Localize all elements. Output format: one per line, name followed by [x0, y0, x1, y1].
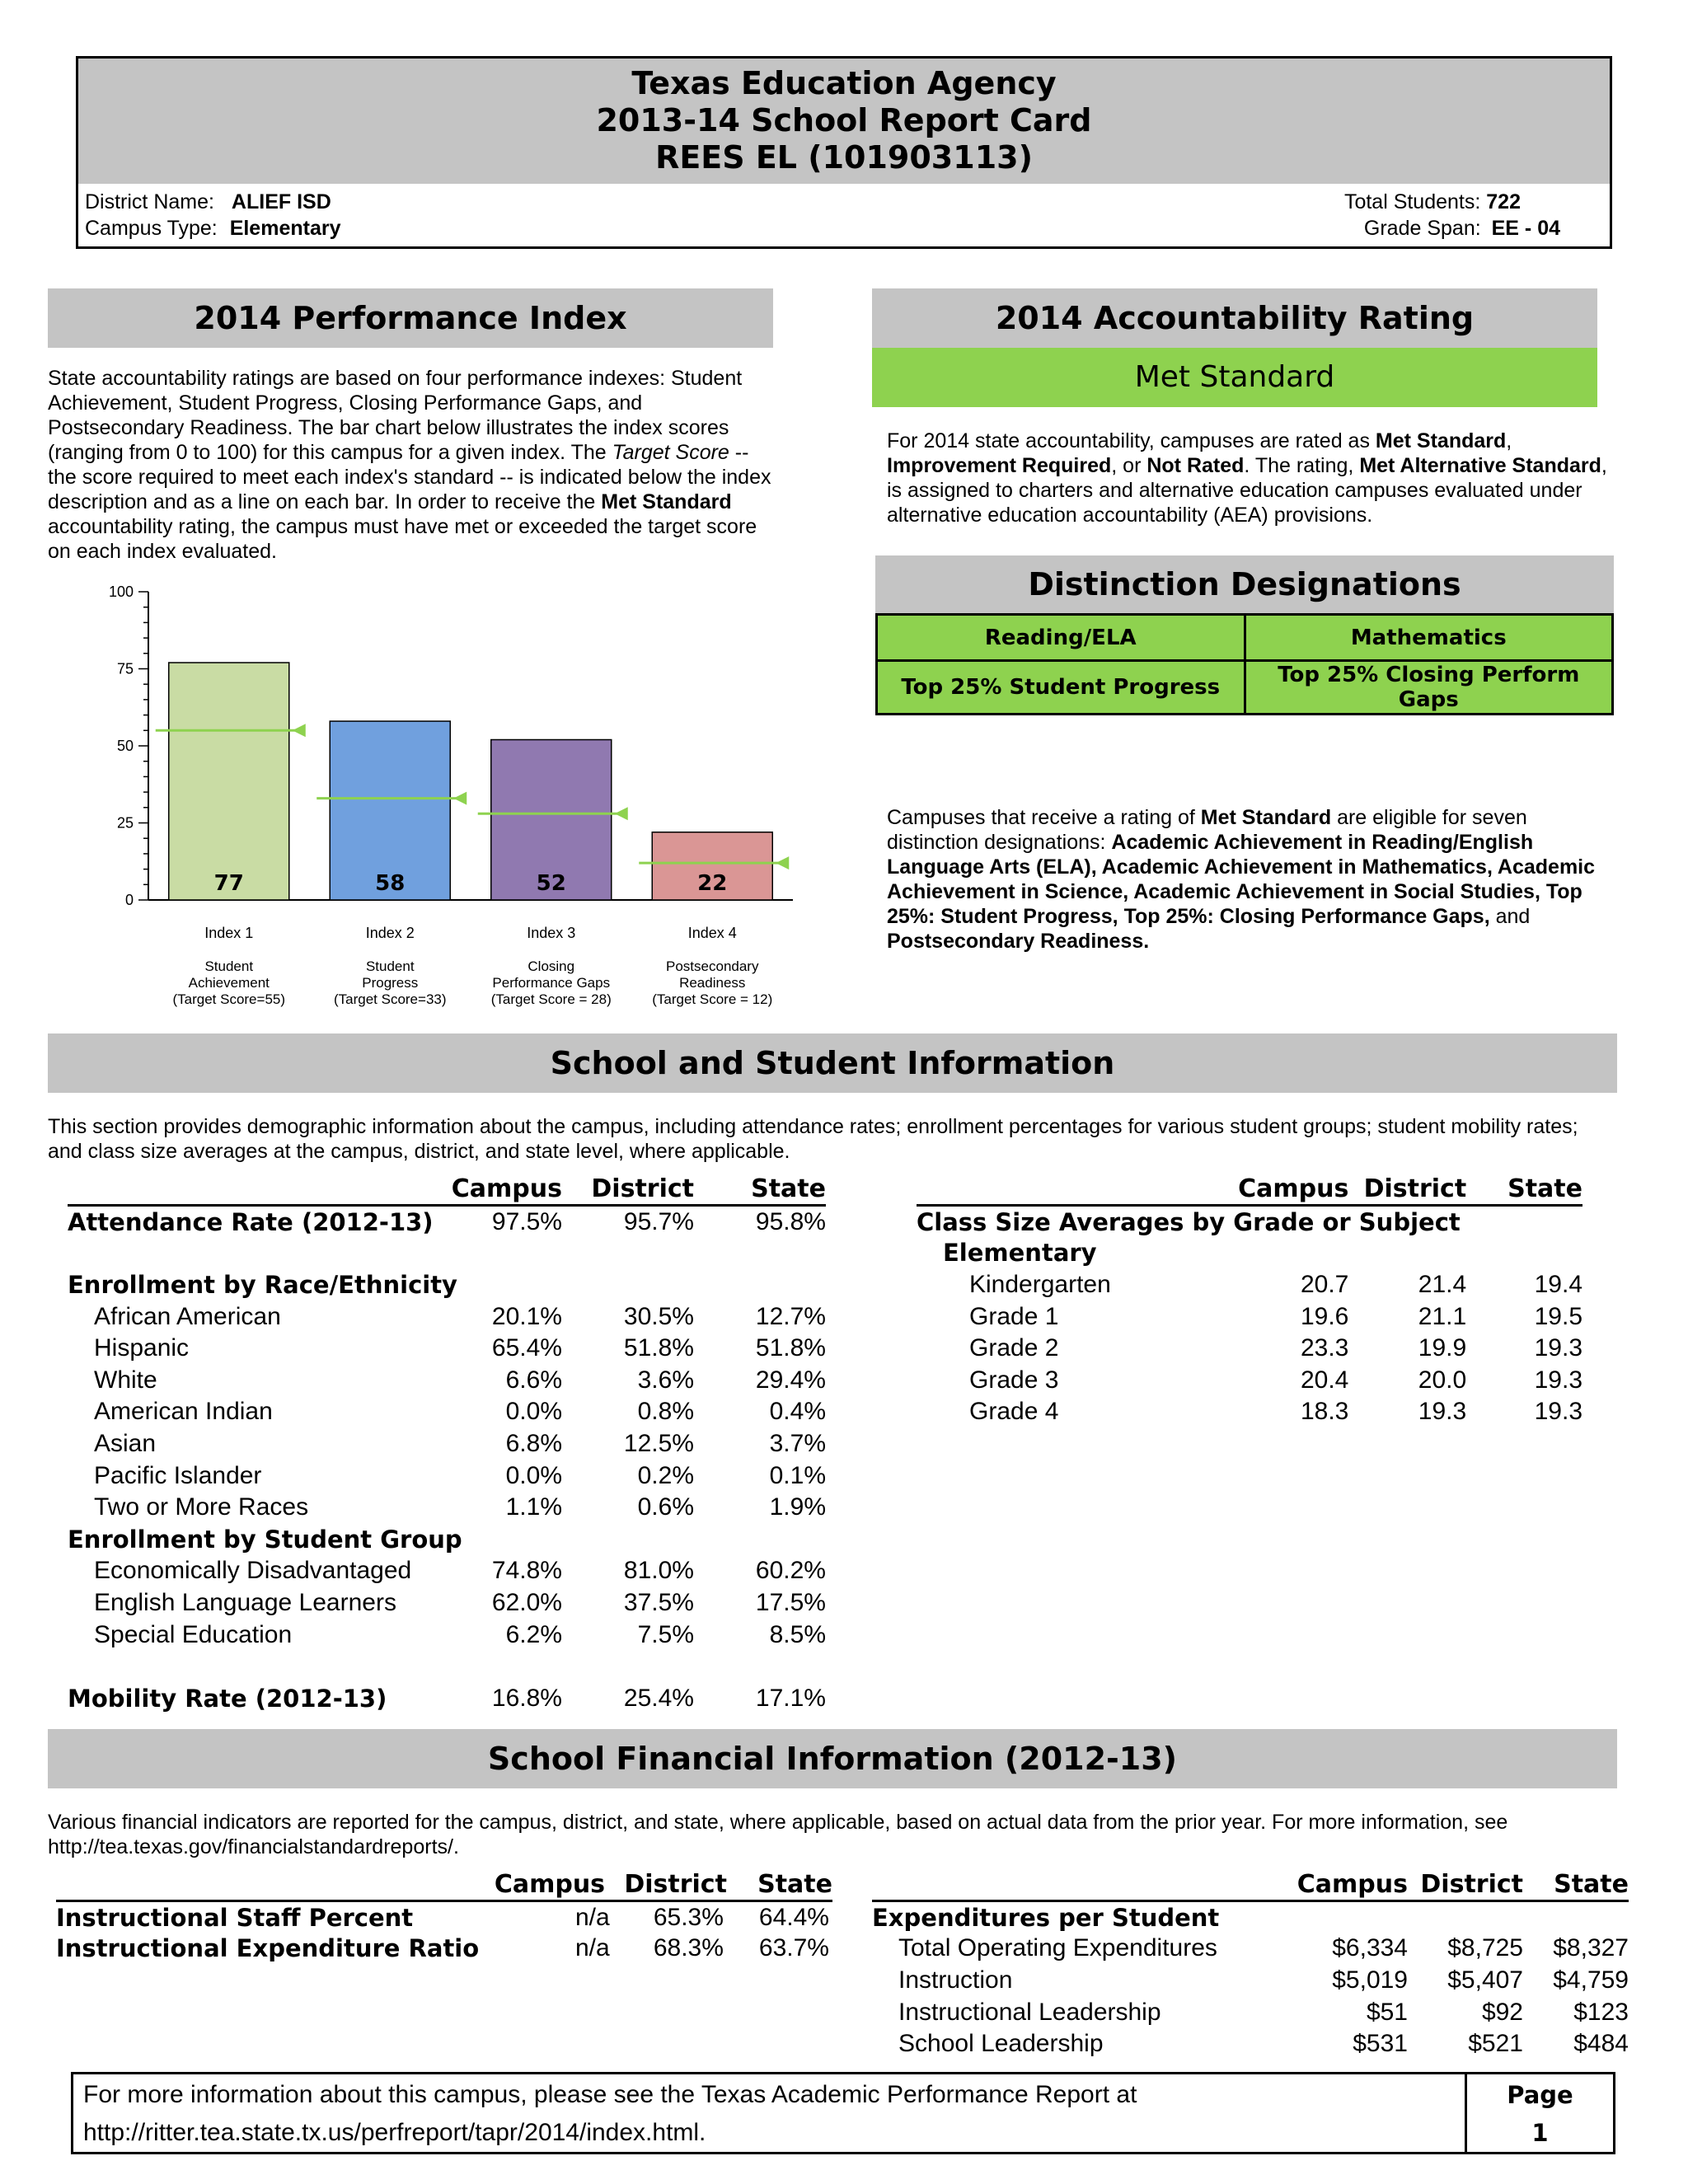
class-size-row-district: 19.9 — [1418, 1334, 1467, 1362]
attendance-campus: 97.5% — [491, 1207, 562, 1235]
students-label: Total Students: — [1343, 190, 1481, 213]
report-title: 2013-14 School Report Card — [596, 102, 1092, 138]
financial-row-label: Instructional Staff Percent — [56, 1903, 414, 1932]
acc-bold-1: Met Standard — [1375, 429, 1507, 452]
class-size-row — [917, 1333, 1582, 1365]
group-row-district: 81.0% — [623, 1557, 694, 1585]
class-size-table — [917, 1174, 1582, 1428]
financial-table — [56, 1869, 832, 1965]
category-description: Achievement — [188, 975, 270, 991]
grade-label: Grade Span: — [1363, 217, 1481, 240]
mobility-state: 17.1% — [755, 1684, 826, 1712]
distinction-val-math: Top 25% Closing Perform Gaps — [1245, 661, 1613, 715]
expenditure-row — [872, 2028, 1629, 2060]
footer-text: For more information about this campus, please see the Texas Academic Performance Report at — [83, 2081, 1137, 2108]
financial-row-campus: n/a — [574, 1903, 610, 1931]
expenditure-row — [872, 1933, 1629, 1965]
exp-col-district: District — [1408, 1869, 1523, 1901]
fin-col-campus: Campus — [486, 1869, 612, 1901]
class-size-rows — [917, 1269, 1582, 1428]
acc-text-5: , is assigned to charters and alternative education campuses evaluated under alternative education accountability (AEA) provisions. — [887, 454, 1607, 527]
class-size-row-campus: 20.4 — [1300, 1366, 1349, 1394]
class-size-row-state: 19.3 — [1534, 1334, 1582, 1362]
y-tick-label: 25 — [116, 814, 134, 832]
race-row-label: Asian — [94, 1430, 157, 1458]
race-row-state: 29.4% — [755, 1366, 826, 1394]
distinction-col-reading: Reading/ELA — [877, 615, 1245, 661]
category-description: Closing — [528, 958, 575, 974]
expenditure-row-state: $4,759 — [1553, 1966, 1629, 1994]
target-marker — [453, 792, 467, 805]
financial-row — [56, 1933, 832, 1965]
race-row — [68, 1396, 826, 1428]
exp-col-campus: Campus — [1284, 1869, 1408, 1901]
race-row-state: 1.9% — [769, 1493, 826, 1521]
acc-text-2: , — [1506, 429, 1512, 452]
class-size-title: Class Size Averages by Grade or Subject — [917, 1207, 1461, 1236]
race-row-district: 0.2% — [637, 1461, 694, 1489]
race-row-state: 51.8% — [755, 1334, 826, 1362]
category-description: Student — [365, 958, 415, 974]
group-row-campus: 74.8% — [491, 1557, 562, 1585]
group-row-district: 7.5% — [637, 1620, 694, 1648]
attendance-label: Attendance Rate (2012-13) — [68, 1207, 434, 1236]
class-size-row — [917, 1365, 1582, 1397]
y-tick-label: 0 — [124, 892, 134, 908]
expenditure-row-district: $8,725 — [1447, 1934, 1523, 1962]
page-label: Page — [1507, 2081, 1573, 2109]
race-title-row — [68, 1269, 826, 1301]
bar-value-label: 52 — [536, 871, 566, 896]
expenditure-row-district: $5,407 — [1447, 1966, 1523, 1994]
y-tick-label: 75 — [116, 660, 134, 677]
campus-type-value: Elementary — [229, 217, 341, 240]
race-row-district: 51.8% — [623, 1334, 694, 1362]
expenditure-table — [872, 1869, 1629, 2060]
race-row-campus: 1.1% — [505, 1493, 562, 1521]
class-size-row-label: Grade 3 — [969, 1366, 1059, 1394]
class-size-sub-row — [917, 1237, 1582, 1269]
expenditure-title-row — [872, 1901, 1629, 1933]
class-size-row-district: 21.1 — [1418, 1302, 1467, 1330]
category-label: Index 3 — [527, 925, 576, 941]
group-row-campus: 62.0% — [491, 1589, 562, 1617]
col-state: State — [694, 1174, 826, 1206]
bar-value-label: 58 — [375, 871, 406, 896]
category-description: Student — [204, 958, 254, 974]
group-row-state: 60.2% — [755, 1557, 826, 1585]
race-rows — [68, 1301, 826, 1523]
category-description: Postsecondary — [666, 958, 759, 974]
footer — [71, 2072, 1615, 2154]
class-size-row-campus: 18.3 — [1300, 1398, 1349, 1426]
race-row-label: Two or More Races — [94, 1493, 309, 1521]
class-size-row-campus: 19.6 — [1300, 1302, 1349, 1330]
acc-bold-3: Not Rated — [1146, 454, 1245, 477]
expenditure-row-campus: $51 — [1366, 1998, 1408, 2026]
mobility-row — [68, 1683, 826, 1715]
acc-text-3: , or — [1111, 454, 1142, 477]
race-row-campus: 0.0% — [505, 1461, 562, 1489]
expenditure-header — [872, 1869, 1629, 1901]
grade-value: EE - 04 — [1491, 217, 1560, 240]
accountability-title: 2014 Accountability Rating — [872, 288, 1597, 348]
expenditure-row-campus: $6,334 — [1332, 1934, 1408, 1962]
category-label: Index 4 — [687, 925, 737, 941]
race-row-district: 0.6% — [637, 1493, 694, 1521]
race-row-state: 0.1% — [769, 1461, 826, 1489]
class-size-row-state: 19.3 — [1534, 1366, 1582, 1394]
distinction-table — [875, 613, 1614, 715]
race-row — [68, 1301, 826, 1333]
distinction-header-row — [877, 615, 1613, 661]
school-info-title: School and Student Information — [48, 1033, 1617, 1093]
class-size-row-label: Grade 1 — [969, 1302, 1059, 1330]
category-description: Performance Gaps — [492, 975, 611, 991]
race-row-campus: 20.1% — [491, 1302, 562, 1330]
class-size-row-campus: 23.3 — [1300, 1334, 1349, 1362]
dist-bold-2: Academic Achievement in Reading/English Language Arts (ELA), Academic Achievement in Mathematics, Academic Achievement in Science, Academic Achievement in Social Studies, Top 25%: Student Progress, Top 25%: Closing Performance Gaps, — [887, 831, 1596, 928]
class-size-row-campus: 20.7 — [1300, 1271, 1349, 1299]
rating-badge: Met Standard — [872, 348, 1597, 407]
group-row-label: English Language Learners — [94, 1589, 396, 1617]
student-table — [68, 1174, 826, 1714]
district-info — [85, 189, 340, 241]
perf-met-term: Met Standard — [601, 490, 732, 513]
col-district: District — [562, 1174, 694, 1206]
student-table-header — [68, 1174, 826, 1206]
race-row — [68, 1428, 826, 1460]
race-row — [68, 1365, 826, 1397]
expenditure-row-district: $92 — [1481, 1998, 1523, 2026]
category-description: Readiness — [679, 975, 746, 991]
financial-row-campus: n/a — [574, 1934, 610, 1962]
race-row-state: 3.7% — [769, 1430, 826, 1458]
target-marker — [776, 856, 789, 869]
perf-text-2: -- the score required to meet each index's standard -- is indicated below the index description and as a line on each bar. In order to receive the — [48, 441, 771, 513]
exp-col-state: State — [1523, 1869, 1629, 1901]
school-info-intro: This section provides demographic information about the campus, including attendance rates; enrollment percentages for various student groups; student mobility rates; and class size averages at the campus, district, and state level, where applicable. — [48, 1115, 1578, 1163]
class-size-row — [917, 1269, 1582, 1301]
group-row — [68, 1587, 826, 1619]
page-number: 1 — [1531, 2119, 1549, 2147]
expenditure-row-label: Total Operating Expenditures — [898, 1934, 1217, 1962]
performance-index-title: 2014 Performance Index — [48, 288, 773, 348]
distinction-value-row — [877, 661, 1613, 715]
col-campus: Campus — [447, 1174, 562, 1206]
expenditure-row-campus: $531 — [1353, 2030, 1408, 2058]
class-size-row-state: 19.5 — [1534, 1302, 1582, 1330]
cs-col-state: State — [1466, 1174, 1582, 1206]
class-size-row-district: 21.4 — [1418, 1271, 1467, 1299]
group-row-label: Special Education — [94, 1620, 293, 1648]
race-row-campus: 0.0% — [505, 1398, 562, 1426]
accountability-description — [887, 429, 1620, 527]
category-description: (Target Score = 28) — [490, 991, 612, 1007]
group-title-row — [68, 1524, 826, 1556]
perf-text-1: State accountability ratings are based on four performance indexes: Student Achievement, Student Progress, Closing Performance Gaps, and Postsecondary Readiness. The bar chart below illustrates the index scores (ranging from 0 to 100) for this campus for a given index. The — [48, 367, 743, 464]
category-description: Progress — [362, 975, 419, 991]
category-description: (Target Score = 12) — [652, 991, 773, 1007]
class-size-row-label: Grade 4 — [969, 1398, 1059, 1426]
race-row — [68, 1460, 826, 1492]
race-row-district: 3.6% — [637, 1366, 694, 1394]
mobility-label: Mobility Rate (2012-13) — [68, 1684, 387, 1713]
race-row-label: Pacific Islander — [94, 1461, 262, 1489]
expenditure-row — [872, 1996, 1629, 2028]
category-label: Index 1 — [204, 925, 254, 941]
perf-text-3: accountability rating, the campus must have met or exceeded the target score on each index evaluated. — [48, 515, 757, 563]
group-row-state: 8.5% — [769, 1620, 826, 1648]
district-label: District Name: — [85, 190, 214, 213]
attendance-district: 95.7% — [623, 1207, 694, 1235]
class-size-row-district: 19.3 — [1418, 1398, 1467, 1426]
group-rows — [68, 1555, 826, 1651]
financial-row-state: 63.7% — [758, 1934, 829, 1962]
class-size-row-label: Grade 2 — [969, 1334, 1059, 1362]
bar-value-label: 77 — [213, 871, 244, 896]
race-row-campus: 6.6% — [505, 1366, 562, 1394]
dist-bold-3: Postsecondary Readiness. — [887, 930, 1150, 953]
group-row — [68, 1619, 826, 1651]
financial-header — [56, 1869, 832, 1901]
acc-bold-4: Met Alternative Standard — [1359, 454, 1601, 477]
race-row-campus: 6.8% — [505, 1430, 562, 1458]
dist-text-2: are eligible for seven distinction designations: — [887, 806, 1527, 854]
distinction-title: Distinction Designations — [875, 555, 1614, 613]
race-row-campus: 65.4% — [491, 1334, 562, 1362]
cs-col-district: District — [1348, 1174, 1466, 1206]
campus-type-label: Campus Type: — [85, 217, 218, 240]
class-size-row-label: Kindergarten — [969, 1271, 1111, 1299]
distinction-col-math: Mathematics — [1245, 615, 1613, 661]
dist-text-3: and — [1495, 905, 1531, 928]
race-row-state: 0.4% — [769, 1398, 826, 1426]
financial-intro: Various financial indicators are reported for the campus, district, and state, where applicable, based on actual data from the prior year. For more information, see http://tea.texas.gov/financialstandardreports/. — [48, 1811, 1508, 1858]
group-title: Enrollment by Student Group — [68, 1525, 462, 1554]
attendance-row — [68, 1206, 826, 1238]
expenditure-row-campus: $5,019 — [1332, 1966, 1408, 1994]
fin-col-state: State — [727, 1869, 832, 1901]
report-header — [76, 56, 1612, 249]
expenditure-row-district: $521 — [1468, 2030, 1523, 2058]
class-size-row-state: 19.3 — [1534, 1398, 1582, 1426]
expenditure-rows — [872, 1933, 1629, 2060]
distinction-description — [887, 805, 1620, 954]
acc-bold-2: Improvement Required — [887, 454, 1112, 477]
page-indicator — [1465, 2074, 1613, 2152]
class-size-subtitle: Elementary — [943, 1239, 1097, 1268]
class-size-title-row — [917, 1206, 1582, 1238]
campus-title: REES EL (101903113) — [655, 139, 1033, 176]
student-info — [1344, 189, 1560, 241]
class-size-row — [917, 1301, 1582, 1333]
distinction-val-reading: Top 25% Student Progress — [877, 661, 1245, 715]
group-row-label: Economically Disadvantaged — [94, 1557, 412, 1585]
bar-value-label: 22 — [697, 871, 728, 896]
mobility-campus: 16.8% — [491, 1684, 562, 1712]
students-value: 722 — [1486, 190, 1521, 213]
group-row-district: 37.5% — [623, 1589, 694, 1617]
group-row-campus: 6.2% — [505, 1620, 562, 1648]
race-row-district: 12.5% — [623, 1430, 694, 1458]
expenditure-row-state: $484 — [1573, 2030, 1629, 2058]
performance-bar-chart — [82, 577, 808, 1022]
perf-target-term: Target Score — [612, 441, 729, 464]
expenditure-row-state: $8,327 — [1553, 1934, 1629, 1962]
class-size-row — [917, 1396, 1582, 1428]
race-row-label: American Indian — [94, 1398, 273, 1426]
expenditure-row-label: Instruction — [898, 1966, 1013, 1994]
group-row — [68, 1555, 826, 1587]
target-marker — [293, 724, 306, 737]
race-row-label: African American — [94, 1302, 281, 1330]
expenditure-row-state: $123 — [1573, 1998, 1629, 2026]
financial-title: School Financial Information (2012-13) — [48, 1729, 1617, 1788]
financial-row — [56, 1901, 832, 1933]
y-tick-label: 100 — [108, 583, 134, 600]
financial-rows — [56, 1901, 832, 1965]
expenditure-row-label: School Leadership — [898, 2030, 1104, 2058]
dist-text-1: Campuses that receive a rating of — [887, 806, 1195, 829]
agency-title: Texas Education Agency — [631, 65, 1057, 101]
acc-text-1: For 2014 state accountability, campuses are rated as — [887, 429, 1370, 452]
category-description: (Target Score=33) — [333, 991, 447, 1007]
mobility-district: 25.4% — [623, 1684, 694, 1712]
financial-row-label: Instructional Expenditure Ratio — [56, 1934, 480, 1963]
header-title-band — [78, 59, 1610, 184]
cs-col-campus: Campus — [1238, 1174, 1348, 1206]
financial-row-state: 64.4% — [758, 1903, 829, 1931]
footer-link[interactable]: http://ritter.tea.state.tx.us/perfreport/tapr/2014/index.html. — [83, 2119, 706, 2146]
group-row-state: 17.5% — [755, 1589, 826, 1617]
district-value: ALIEF ISD — [231, 190, 331, 213]
bar-index-1 — [169, 663, 289, 900]
race-row — [68, 1333, 826, 1365]
fin-col-district: District — [613, 1869, 727, 1901]
race-row-state: 12.7% — [755, 1302, 826, 1330]
expenditure-title: Expenditures per Student — [872, 1903, 1220, 1932]
financial-row-district: 65.3% — [653, 1903, 724, 1931]
race-row-label: White — [94, 1366, 157, 1394]
race-title: Enrollment by Race/Ethnicity — [68, 1271, 457, 1300]
class-size-header — [917, 1174, 1582, 1206]
financial-row-district: 68.3% — [653, 1934, 724, 1962]
category-description: (Target Score=55) — [172, 991, 286, 1007]
performance-description — [48, 366, 773, 564]
class-size-row-district: 20.0 — [1418, 1366, 1467, 1394]
attendance-state: 95.8% — [755, 1207, 826, 1235]
y-tick-label: 50 — [116, 738, 134, 754]
expenditure-row-label: Instructional Leadership — [898, 1998, 1161, 2026]
dist-bold-1: Met Standard — [1200, 806, 1332, 829]
expenditure-row — [872, 1965, 1629, 1997]
race-row-district: 30.5% — [623, 1302, 694, 1330]
race-row — [68, 1492, 826, 1524]
acc-text-4: . The rating, — [1244, 454, 1354, 477]
spacer-row — [68, 1237, 826, 1269]
category-label: Index 2 — [365, 925, 415, 941]
race-row-label: Hispanic — [94, 1334, 190, 1362]
class-size-row-state: 19.4 — [1534, 1271, 1582, 1299]
race-row-district: 0.8% — [637, 1398, 694, 1426]
target-marker — [615, 807, 628, 820]
spacer-row — [68, 1651, 826, 1683]
